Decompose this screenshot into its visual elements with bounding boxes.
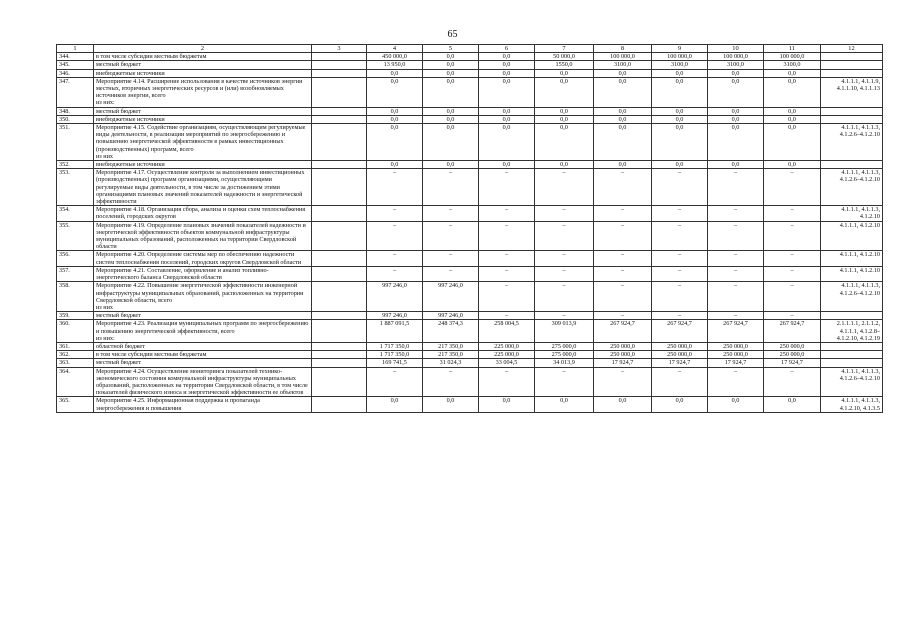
cell-col-3 — [312, 221, 367, 251]
cell-col-6: 258 004,5 — [479, 320, 535, 343]
cell-target-indicators — [821, 351, 883, 359]
cell-col-7: – — [535, 169, 594, 206]
row-description: Мероприятие 4.25. Информационная поддержка и пропаганда энергосбережения и повышения — [94, 397, 312, 412]
row-number: 347. — [57, 77, 94, 107]
cell-col-10: 0,0 — [708, 77, 764, 107]
cell-col-5: – — [423, 367, 479, 397]
cell-col-9: 17 924,7 — [652, 359, 708, 367]
column-header: 4 — [367, 45, 423, 53]
table-row — [57, 69, 883, 77]
cell-col-9: – — [652, 251, 708, 266]
cell-col-7: – — [535, 206, 594, 221]
table-row — [57, 342, 883, 350]
column-header: 6 — [479, 45, 535, 53]
cell-col-6: 225 000,0 — [479, 351, 535, 359]
cell-col-9: 0,0 — [652, 161, 708, 169]
cell-col-7: 0,0 — [535, 397, 594, 412]
row-description: Мероприятие 4.14. Расширение использования в качестве источников энергии местных, вторичных энергетических ресурсов и (или) возобновляемых источников энергии, всего из них: — [94, 77, 312, 107]
row-number: 365. — [57, 397, 94, 412]
row-number: 358. — [57, 282, 94, 312]
cell-target-indicators: 4.1.1.1, 4.1.1.3, 4.1.2.6–4.1.2.10 — [821, 169, 883, 206]
cell-col-9: – — [652, 206, 708, 221]
column-header: 12 — [821, 45, 883, 53]
cell-col-11: 0,0 — [764, 161, 821, 169]
table-row — [57, 61, 883, 69]
row-description: в том числе субсидии местным бюджетам — [94, 53, 312, 61]
row-number: 363. — [57, 359, 94, 367]
cell-col-8: – — [594, 367, 652, 397]
column-header: 9 — [652, 45, 708, 53]
cell-col-9: 0,0 — [652, 77, 708, 107]
table-row — [57, 107, 883, 115]
cell-col-6: 0,0 — [479, 77, 535, 107]
row-description: местный бюджет — [94, 107, 312, 115]
cell-col-3 — [312, 169, 367, 206]
row-description: внебюджетные источники — [94, 115, 312, 123]
cell-col-8: – — [594, 206, 652, 221]
cell-col-4: 997 246,0 — [367, 282, 423, 312]
cell-col-5: 0,0 — [423, 77, 479, 107]
cell-col-9: 0,0 — [652, 124, 708, 161]
cell-col-6: – — [479, 221, 535, 251]
cell-col-5: 248 374,3 — [423, 320, 479, 343]
table-row — [57, 221, 883, 251]
row-number: 360. — [57, 320, 94, 343]
row-number: 362. — [57, 351, 94, 359]
cell-col-3 — [312, 251, 367, 266]
cell-col-5: 0,0 — [423, 161, 479, 169]
table-body — [57, 53, 883, 413]
cell-col-5: – — [423, 221, 479, 251]
cell-col-4: 997 246,0 — [367, 312, 423, 320]
column-header: 1 — [57, 45, 94, 53]
cell-col-10: 17 924,7 — [708, 359, 764, 367]
cell-col-8: 0,0 — [594, 397, 652, 412]
cell-target-indicators: 4.1.1.1, 4.1.2.10 — [821, 221, 883, 251]
cell-col-5: 217 350,0 — [423, 351, 479, 359]
cell-target-indicators — [821, 161, 883, 169]
table-row — [57, 251, 883, 266]
cell-col-11: 250 000,0 — [764, 351, 821, 359]
cell-col-7: – — [535, 251, 594, 266]
cell-col-8: 0,0 — [594, 124, 652, 161]
cell-col-11: 250 000,0 — [764, 342, 821, 350]
cell-col-4: 0,0 — [367, 161, 423, 169]
row-description: Мероприятие 4.24. Осуществление мониторинга показателей технико-экономического состояния коммунальной инфраструктуры муниципальных образований, расположенных на территории Свердловской области, в том числе показателей физического износа и энергетической эффективности ее объектов — [94, 367, 312, 397]
cell-col-3 — [312, 312, 367, 320]
cell-col-11: – — [764, 169, 821, 206]
cell-col-9: – — [652, 169, 708, 206]
table-row — [57, 169, 883, 206]
cell-col-10: – — [708, 251, 764, 266]
row-number: 352. — [57, 161, 94, 169]
cell-col-3 — [312, 53, 367, 61]
cell-col-6: 0,0 — [479, 115, 535, 123]
cell-col-8: 100 000,0 — [594, 53, 652, 61]
cell-col-4: 13 950,0 — [367, 61, 423, 69]
cell-col-8: – — [594, 169, 652, 206]
table-row — [57, 359, 883, 367]
cell-col-4: 1 717 350,0 — [367, 351, 423, 359]
cell-col-6: 0,0 — [479, 53, 535, 61]
cell-col-11: – — [764, 221, 821, 251]
cell-col-10: – — [708, 282, 764, 312]
cell-col-3 — [312, 351, 367, 359]
cell-col-11: 0,0 — [764, 107, 821, 115]
cell-col-4: – — [367, 367, 423, 397]
cell-col-11: 267 924,7 — [764, 320, 821, 343]
cell-col-9: 0,0 — [652, 397, 708, 412]
cell-col-8: 0,0 — [594, 115, 652, 123]
cell-col-9: 267 924,7 — [652, 320, 708, 343]
cell-col-11: 0,0 — [764, 397, 821, 412]
cell-col-10: – — [708, 367, 764, 397]
row-description: областной бюджет — [94, 342, 312, 350]
row-description: Мероприятие 4.20. Определение системы мер по обеспечению надежности систем теплоснабжения поселений, городских округов Свердловской области — [94, 251, 312, 266]
cell-col-3 — [312, 342, 367, 350]
cell-col-6: – — [479, 282, 535, 312]
cell-col-4: – — [367, 221, 423, 251]
cell-target-indicators — [821, 115, 883, 123]
cell-col-6: 0,0 — [479, 124, 535, 161]
cell-col-7: 0,0 — [535, 107, 594, 115]
row-description: местный бюджет — [94, 312, 312, 320]
column-header: 8 — [594, 45, 652, 53]
cell-col-6: – — [479, 367, 535, 397]
cell-col-4: – — [367, 206, 423, 221]
cell-target-indicators — [821, 359, 883, 367]
column-header: 2 — [94, 45, 312, 53]
cell-col-8: 0,0 — [594, 107, 652, 115]
cell-col-3 — [312, 115, 367, 123]
table-row — [57, 397, 883, 412]
cell-target-indicators: 4.1.1.1, 4.1.2.10 — [821, 251, 883, 266]
cell-col-4: 1 717 350,0 — [367, 342, 423, 350]
cell-col-7: 309 013,9 — [535, 320, 594, 343]
cell-col-8: 0,0 — [594, 77, 652, 107]
row-number: 351. — [57, 124, 94, 161]
table-row — [57, 266, 883, 281]
row-number: 346. — [57, 69, 94, 77]
cell-col-3 — [312, 266, 367, 281]
cell-col-3 — [312, 161, 367, 169]
cell-col-5: 0,0 — [423, 69, 479, 77]
cell-col-6: 0,0 — [479, 61, 535, 69]
cell-target-indicators: 4.1.1.1, 4.1.1.3, 4.1.2.10 — [821, 206, 883, 221]
cell-col-5: 0,0 — [423, 124, 479, 161]
cell-col-3 — [312, 69, 367, 77]
cell-col-4: 0,0 — [367, 115, 423, 123]
cell-col-5: – — [423, 206, 479, 221]
row-description: Мероприятие 4.19. Определение плановых значений показателей надежности и энергетической эффективности объектов коммунальной инфраструктуры муниципальных образований, расположенных на территории Свердловской области — [94, 221, 312, 251]
cell-target-indicators: 4.1.1.1, 4.1.1.9, 4.1.1.10, 4.1.1.13 — [821, 77, 883, 107]
cell-col-9: – — [652, 367, 708, 397]
column-header: 11 — [764, 45, 821, 53]
page-number: 65 — [447, 29, 458, 40]
table-row — [57, 282, 883, 312]
cell-col-3 — [312, 359, 367, 367]
cell-col-7: 0,0 — [535, 115, 594, 123]
cell-col-8: – — [594, 251, 652, 266]
cell-target-indicators: 4.1.1.1, 4.1.2.10 — [821, 266, 883, 281]
cell-col-3 — [312, 397, 367, 412]
row-number: 359. — [57, 312, 94, 320]
cell-target-indicators — [821, 342, 883, 350]
cell-target-indicators: 4.1.1.1, 4.1.1.3, 4.1.2.6–4.1.2.10 — [821, 367, 883, 397]
table-row — [57, 312, 883, 320]
cell-col-11: 0,0 — [764, 124, 821, 161]
cell-col-9: 0,0 — [652, 115, 708, 123]
cell-col-3 — [312, 282, 367, 312]
cell-col-10: – — [708, 221, 764, 251]
cell-col-8: 267 924,7 — [594, 320, 652, 343]
cell-col-6: – — [479, 169, 535, 206]
row-number: 348. — [57, 107, 94, 115]
cell-col-10: 0,0 — [708, 124, 764, 161]
cell-col-10: 0,0 — [708, 397, 764, 412]
cell-col-3 — [312, 124, 367, 161]
cell-col-4: 0,0 — [367, 77, 423, 107]
cell-col-4: 0,0 — [367, 107, 423, 115]
row-description: Мероприятие 4.17. Осуществление контроля за выполнением инвестиционных (производственных) программ организациями, осуществляющими регулируемые виды деятельности, в том числе за достижением этими организациями плановых значений показателей надежности и энергетической эффективности — [94, 169, 312, 206]
cell-col-4: 0,0 — [367, 397, 423, 412]
cell-col-5: 997 246,0 — [423, 312, 479, 320]
cell-col-10: 0,0 — [708, 107, 764, 115]
cell-col-9: 0,0 — [652, 69, 708, 77]
cell-col-5: 0,0 — [423, 107, 479, 115]
row-number: 345. — [57, 61, 94, 69]
table-row — [57, 124, 883, 161]
row-description: местный бюджет — [94, 359, 312, 367]
cell-col-4: 450 000,0 — [367, 53, 423, 61]
cell-col-10: 250 000,0 — [708, 342, 764, 350]
row-number: 350. — [57, 115, 94, 123]
cell-col-10: 100 000,0 — [708, 53, 764, 61]
cell-col-6: 0,0 — [479, 107, 535, 115]
cell-target-indicators: 4.1.1.1, 4.1.1.3, 4.1.2.10, 4.1.3.5 — [821, 397, 883, 412]
cell-col-9: – — [652, 312, 708, 320]
row-description: Мероприятие 4.22. Повышение энергетической эффективности инженерной инфраструктуры муниципальных образований, расположенных на территории Свердловской области, всего из них — [94, 282, 312, 312]
cell-col-4: 1 887 091,5 — [367, 320, 423, 343]
cell-col-6: – — [479, 206, 535, 221]
cell-col-3 — [312, 367, 367, 397]
cell-col-6: – — [479, 266, 535, 281]
cell-col-3 — [312, 107, 367, 115]
cell-col-8: – — [594, 282, 652, 312]
cell-col-3 — [312, 206, 367, 221]
cell-target-indicators: 2.1.1.1.1, 2.1.1.2, 4.1.1.1, 4.1.2.8–4.1.2.10, 4.1.2.19 — [821, 320, 883, 343]
cell-col-11: – — [764, 282, 821, 312]
cell-col-5: – — [423, 266, 479, 281]
cell-col-11: – — [764, 367, 821, 397]
cell-col-4: 0,0 — [367, 124, 423, 161]
cell-col-10: 267 924,7 — [708, 320, 764, 343]
table-row — [57, 77, 883, 107]
cell-col-10: 0,0 — [708, 161, 764, 169]
cell-col-8: 0,0 — [594, 69, 652, 77]
cell-col-9: – — [652, 266, 708, 281]
cell-col-7: 50 000,0 — [535, 53, 594, 61]
column-header: 10 — [708, 45, 764, 53]
cell-col-11: 0,0 — [764, 115, 821, 123]
cell-col-10: 3100,0 — [708, 61, 764, 69]
cell-col-3 — [312, 320, 367, 343]
row-number: 361. — [57, 342, 94, 350]
cell-col-5: 0,0 — [423, 53, 479, 61]
table-row — [57, 206, 883, 221]
cell-col-7: – — [535, 367, 594, 397]
row-description: Мероприятие 4.15. Содействие организациям, осуществляющим регулируемые виды деятельности, в реализации мероприятий по энергосбережению и повышению энергетической эффективности в рамках инвестиционных (производственных) программ, всего из них — [94, 124, 312, 161]
cell-col-5: 997 246,0 — [423, 282, 479, 312]
cell-col-5: – — [423, 251, 479, 266]
cell-col-9: 0,0 — [652, 107, 708, 115]
cell-target-indicators — [821, 69, 883, 77]
cell-col-6: 0,0 — [479, 397, 535, 412]
cell-col-9: 250 000,0 — [652, 351, 708, 359]
cell-col-8: – — [594, 221, 652, 251]
program-table — [56, 44, 883, 413]
cell-col-10: – — [708, 312, 764, 320]
table-row — [57, 320, 883, 343]
cell-col-5: 31 024,3 — [423, 359, 479, 367]
table-header-row — [57, 45, 883, 53]
cell-col-7: 275 000,0 — [535, 351, 594, 359]
cell-target-indicators — [821, 312, 883, 320]
row-number: 355. — [57, 221, 94, 251]
cell-col-6: 225 000,0 — [479, 342, 535, 350]
cell-col-11: 100 000,0 — [764, 53, 821, 61]
row-description: Мероприятие 4.23. Реализация муниципальных программ по энергосбережению и повышению энергетической эффективности, всего из них: — [94, 320, 312, 343]
row-number: 357. — [57, 266, 94, 281]
cell-col-8: 0,0 — [594, 161, 652, 169]
row-number: 344. — [57, 53, 94, 61]
cell-col-4: – — [367, 251, 423, 266]
cell-col-11: 0,0 — [764, 69, 821, 77]
cell-target-indicators — [821, 53, 883, 61]
table-row — [57, 161, 883, 169]
cell-target-indicators — [821, 107, 883, 115]
cell-target-indicators: 4.1.1.1, 4.1.1.3, 4.1.2.6–4.1.2.10 — [821, 282, 883, 312]
cell-col-4: 0,0 — [367, 69, 423, 77]
cell-col-9: 100 000,0 — [652, 53, 708, 61]
table-row — [57, 53, 883, 61]
cell-col-7: – — [535, 282, 594, 312]
cell-col-11: 0,0 — [764, 77, 821, 107]
cell-col-9: 3100,0 — [652, 61, 708, 69]
cell-col-4: – — [367, 266, 423, 281]
cell-col-7: 0,0 — [535, 161, 594, 169]
cell-col-5: 0,0 — [423, 61, 479, 69]
cell-col-7: 0,0 — [535, 124, 594, 161]
table-row — [57, 115, 883, 123]
cell-col-4: – — [367, 169, 423, 206]
cell-col-6: 33 004,5 — [479, 359, 535, 367]
cell-col-8: – — [594, 266, 652, 281]
cell-col-8: 250 000,0 — [594, 351, 652, 359]
table-row — [57, 367, 883, 397]
cell-col-5: 217 350,0 — [423, 342, 479, 350]
cell-col-5: 0,0 — [423, 397, 479, 412]
column-header: 3 — [312, 45, 367, 53]
row-description: внебюджетные источники — [94, 161, 312, 169]
column-header: 7 — [535, 45, 594, 53]
cell-col-10: 250 000,0 — [708, 351, 764, 359]
cell-col-9: – — [652, 221, 708, 251]
row-number: 353. — [57, 169, 94, 206]
table-row — [57, 351, 883, 359]
cell-col-6: – — [479, 251, 535, 266]
row-description: Мероприятие 4.18. Организация сбора, анализа и оценки схем теплоснабжения поселений, городских округов — [94, 206, 312, 221]
row-number: 354. — [57, 206, 94, 221]
cell-col-7: – — [535, 266, 594, 281]
cell-col-10: 0,0 — [708, 115, 764, 123]
cell-col-11: – — [764, 312, 821, 320]
cell-col-7: 275 000,0 — [535, 342, 594, 350]
row-description: в том числе субсидии местным бюджетам — [94, 351, 312, 359]
cell-col-7: 34 013,9 — [535, 359, 594, 367]
cell-col-7: 0,0 — [535, 69, 594, 77]
cell-col-10: – — [708, 206, 764, 221]
cell-col-11: 3100,0 — [764, 61, 821, 69]
row-description: Мероприятие 4.21. Составление, оформление и анализ топливно-энергетического баланса Свердловской области — [94, 266, 312, 281]
cell-col-8: 17 924,7 — [594, 359, 652, 367]
cell-col-7: – — [535, 221, 594, 251]
cell-col-5: – — [423, 169, 479, 206]
cell-col-10: – — [708, 169, 764, 206]
cell-col-11: 17 924,7 — [764, 359, 821, 367]
cell-col-3 — [312, 77, 367, 107]
cell-col-4: 169 741,5 — [367, 359, 423, 367]
cell-col-6: – — [479, 312, 535, 320]
cell-col-7: 1550,0 — [535, 61, 594, 69]
cell-col-9: 250 000,0 — [652, 342, 708, 350]
cell-col-11: – — [764, 206, 821, 221]
cell-col-6: 0,0 — [479, 161, 535, 169]
cell-col-7: 0,0 — [535, 77, 594, 107]
cell-col-9: – — [652, 282, 708, 312]
cell-col-8: – — [594, 312, 652, 320]
column-header: 5 — [423, 45, 479, 53]
cell-col-10: 0,0 — [708, 69, 764, 77]
row-description: местный бюджет — [94, 61, 312, 69]
cell-col-8: 250 000,0 — [594, 342, 652, 350]
cell-target-indicators — [821, 61, 883, 69]
cell-col-10: – — [708, 266, 764, 281]
cell-col-11: – — [764, 266, 821, 281]
cell-col-6: 0,0 — [479, 69, 535, 77]
cell-col-5: 0,0 — [423, 115, 479, 123]
row-number: 364. — [57, 367, 94, 397]
cell-col-3 — [312, 61, 367, 69]
cell-col-8: 3100,0 — [594, 61, 652, 69]
row-description: внебюджетные источники — [94, 69, 312, 77]
cell-col-7: – — [535, 312, 594, 320]
row-number: 356. — [57, 251, 94, 266]
cell-target-indicators: 4.1.1.1, 4.1.1.3, 4.1.2.6–4.1.2.10 — [821, 124, 883, 161]
cell-col-11: – — [764, 251, 821, 266]
